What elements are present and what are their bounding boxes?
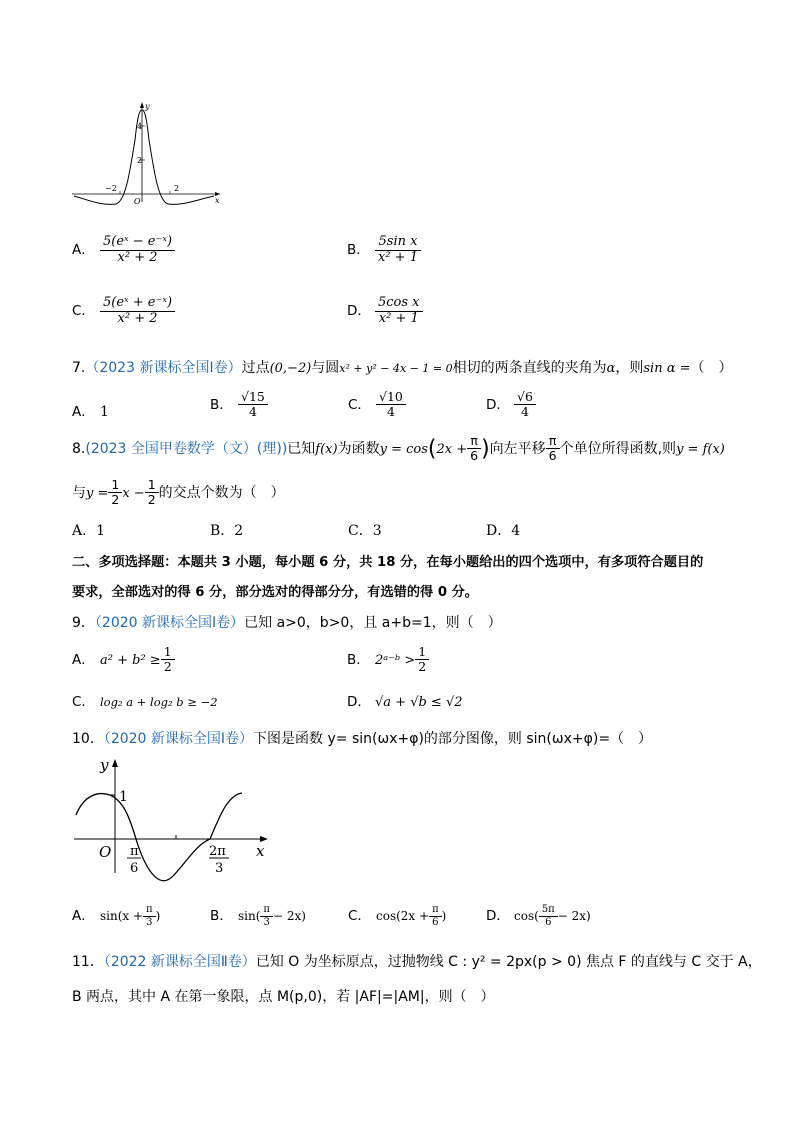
q8-stem-line2: 与y = $\frac{1}{2}$ x − $\frac{1}{2}$ 的交点个数为（ ） bbox=[72, 477, 285, 508]
tick-neg2-label: −2 bbox=[105, 184, 117, 193]
q6-option-a[interactable]: A． $\frac{\text{5(eˣ − e⁻ˣ)}}{\text{x² + 2}}$ bbox=[72, 235, 175, 266]
y-label: y bbox=[100, 756, 109, 774]
q10-option-d[interactable]: D． cos( $\frac{5\pi}{6}$ − 2x) bbox=[486, 904, 591, 928]
section-2-heading-line2: 要求，全部选对的得 6 分，部分选对的得部分分，有选错的得 0 分。 bbox=[72, 585, 478, 600]
q8-option-d[interactable]: D．4 bbox=[486, 523, 521, 539]
q11-stem-line1: 11．（2022 新课标全国Ⅱ卷）已知 O 为坐标原点，过抛物线 C : y² = 2px(p > 0) 焦点 F 的直线与 C 交于 A， bbox=[72, 954, 762, 970]
q8-option-c[interactable]: C．3 bbox=[348, 523, 382, 539]
q8-option-a[interactable]: A．1 bbox=[72, 523, 106, 539]
y-label: y bbox=[145, 102, 150, 111]
q7-option-b[interactable]: B． $\frac{√15}{4}$ bbox=[210, 390, 268, 420]
two-pi-over-3-num: 2π bbox=[209, 844, 226, 859]
q6-option-d[interactable]: D． $\frac{\text{5cos x}}{\text{x² + 1}}$ bbox=[347, 296, 423, 327]
q7-option-d[interactable]: D． $\frac{√6}{4}$ bbox=[486, 390, 536, 420]
q10-option-a[interactable]: A． sin(x + $\frac{\pi}{3}$ ) bbox=[72, 904, 161, 928]
function-graph-q6 bbox=[68, 100, 226, 210]
x-label: x bbox=[215, 196, 220, 205]
origin-label: O bbox=[134, 197, 141, 206]
two-pi-over-3-den: 3 bbox=[215, 861, 224, 876]
q7-stem: 7.（2023 新课标全国Ⅰ卷）过点(0,−2)与圆x² + y² − 4x − 1 = 0相切的两条直线的夹角为α，则sin α =（ ） bbox=[72, 360, 733, 376]
pi-over-6-num: π bbox=[130, 844, 139, 859]
y-axis-arrow bbox=[112, 759, 118, 767]
q6-option-b[interactable]: B． $\frac{\text{5sin x}}{\text{x² + 1}}$ bbox=[347, 235, 421, 266]
q9-option-a[interactable]: A． a² + b² ≥ $\frac{1}{2}$ bbox=[72, 645, 175, 675]
q10-stem: 10．（2020 新课标全国Ⅰ卷）下图是函数 y= sin(ωx+φ)的部分图像，则 sin(ωx+φ)=（ ） bbox=[72, 731, 653, 747]
tick-2x-label: 2 bbox=[174, 184, 180, 193]
q9-option-b[interactable]: B． 2ᵃ⁻ᵇ > $\frac{1}{2}$ bbox=[347, 645, 429, 675]
section-2-heading-line1: 二、多项选择题：本题共 3 小题，每小题 6 分，共 18 分，在每小题给出的四个选项中，有多项符合题目的 bbox=[72, 555, 704, 570]
q8-stem-line1: 8.(2023 全国甲卷数学（文）(理))已知f(x)为函数y = cos(2x + $\frac{\pi}{6}$ )向左平移 $\frac{\pi}{6}$ 个单位所得函数,则y = f(x) bbox=[72, 433, 725, 464]
pi-over-6-den: 6 bbox=[130, 861, 139, 876]
origin-label: O bbox=[99, 843, 112, 861]
sine-graph-q10 bbox=[70, 755, 280, 885]
q7-option-a[interactable]: A． 1 bbox=[72, 404, 109, 420]
curve bbox=[74, 110, 214, 204]
one-label: 1 bbox=[119, 789, 128, 805]
q8-option-b[interactable]: B．2 bbox=[210, 523, 244, 539]
y-axis-arrow bbox=[140, 102, 144, 108]
q9-option-c[interactable]: C． log₂ a + log₂ b ≥ −2 bbox=[72, 694, 218, 710]
q9-option-d[interactable]: D． √a + √b ≤ √2 bbox=[347, 694, 463, 710]
x-label: x bbox=[256, 842, 265, 860]
q10-option-c[interactable]: C． cos(2x + $\frac{\pi}{6}$ ) bbox=[348, 904, 447, 928]
tick-2y-label: 2 bbox=[137, 156, 143, 165]
q10-option-b[interactable]: B． sin( $\frac{\pi}{3}$ − 2x) bbox=[210, 904, 306, 928]
q6-option-c[interactable]: C． $\frac{\text{5(eˣ + e⁻ˣ)}}{\text{x² + 2}}$ bbox=[72, 296, 175, 327]
q11-stem-line2: B 两点，其中 A 在第一象限，点 M(p,0)，若 |AF|=|AM|，则（ ） bbox=[72, 989, 495, 1005]
tick-4-label: 4 bbox=[137, 122, 143, 131]
q7-option-c[interactable]: C． $\frac{√10}{4}$ bbox=[348, 390, 406, 420]
q9-stem: 9．（2020 新课标全国Ⅰ卷）已知 a>0，b>0，且 a+b=1，则（ ） bbox=[72, 615, 502, 631]
